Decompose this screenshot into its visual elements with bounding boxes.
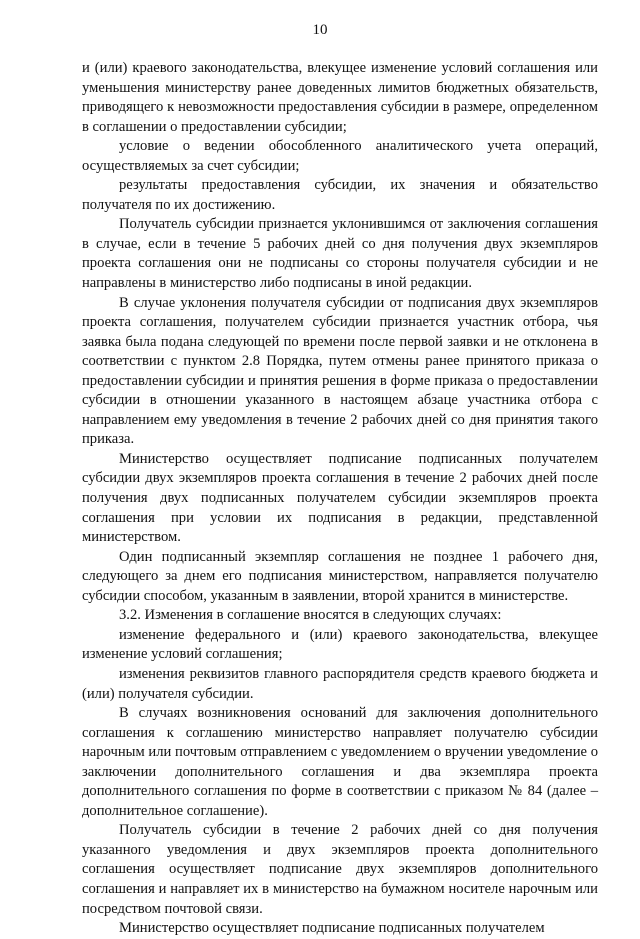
page-number: 10 (312, 22, 328, 38)
paragraph: В случаях возникновения оснований для заключения дополнительного соглашения к соглашению министерство направляет получателю субсидии нарочным или почтовым отправлением с уведомлением о вручении уведомление о заключении дополнительного соглашения и два экземпляра проекта дополнительного соглашения по форме в соответствии с приказом № 84 (далее – дополнительное соглашение). (82, 705, 598, 819)
paragraph: Получатель субсидии признается уклонившимся от заключения соглашения в случае, если в течение 5 рабочих дней со дня получения двух экземпляров проекта соглашения они не подписаны со стороны получателя субсидии и не направлены в министерство либо подписаны в иной редакции. (82, 216, 598, 292)
paragraph: изменения реквизитов главного распорядителя средств краевого бюджета и (или) получателя субсидии. (82, 665, 598, 702)
paragraph: Получатель субсидии в течение 2 рабочих дней со дня получения указанного уведомления и двух экземпляров проекта дополнительного соглашения осуществляет подписание двух экземпляров дополнительного соглашения и направляет их в министерство на бумажном носителе нарочным или посредством почтовой связи. (82, 822, 598, 917)
paragraph: условие о ведении обособленного аналитического учета операций, осуществляемых за счет субсидии; (82, 138, 598, 174)
paragraph: и (или) краевого законодательства, влекущее изменение условий соглашения или уменьшения министерству ранее доведенных лимитов бюджетных обязательств, приводящего к невозможности предоставления субсидии в размере, определенном в соглашении о предоставлении субсидии; (82, 60, 598, 135)
paragraph: результаты предоставления субсидии, их значения и обязательство получателя по их достижению. (82, 177, 598, 213)
paragraph: Один подписанный экземпляр соглашения не позднее 1 рабочего дня, следующего за днем его подписания министерством, направляется получателю субсидии способом, указанным в заявлении, второй хранится в министерстве. (82, 548, 598, 604)
document-body (82, 59, 598, 939)
paragraph: изменение федерального и (или) краевого законодательства, влекущее изменение условий соглашения; (82, 626, 598, 663)
paragraph: В случае уклонения получателя субсидии от подписания двух экземпляров проекта соглашения, получателем субсидии признается участник отбора, чья заявка была подана следующей по времени после первой заявки и не отклонена в соответствии с пунктом 2.8 Порядка, путем отмены ранее принятого приказа о предоставлении субсидии и принятия решения в форме приказа о предоставлении субсидии в отношении указанного в настоящем абзаце участника отбора с направлением ему уведомления в течение 2 рабочих дней со дня принятия такого приказа. (82, 294, 598, 448)
section-heading: 3.2. Изменения в соглашение вносятся в следующих случаях: (119, 607, 502, 624)
paragraph: Министерство осуществляет подписание подписанных получателем (119, 920, 545, 937)
paragraph: Министерство осуществляет подписание подписанных получателем субсидии двух экземпляров проекта соглашения в течение 2 рабочих дней после получения двух подписанных получателем субсидии экземпляров проекта соглашения при условии их подписания в редакции, представленной министерством. (82, 450, 598, 546)
